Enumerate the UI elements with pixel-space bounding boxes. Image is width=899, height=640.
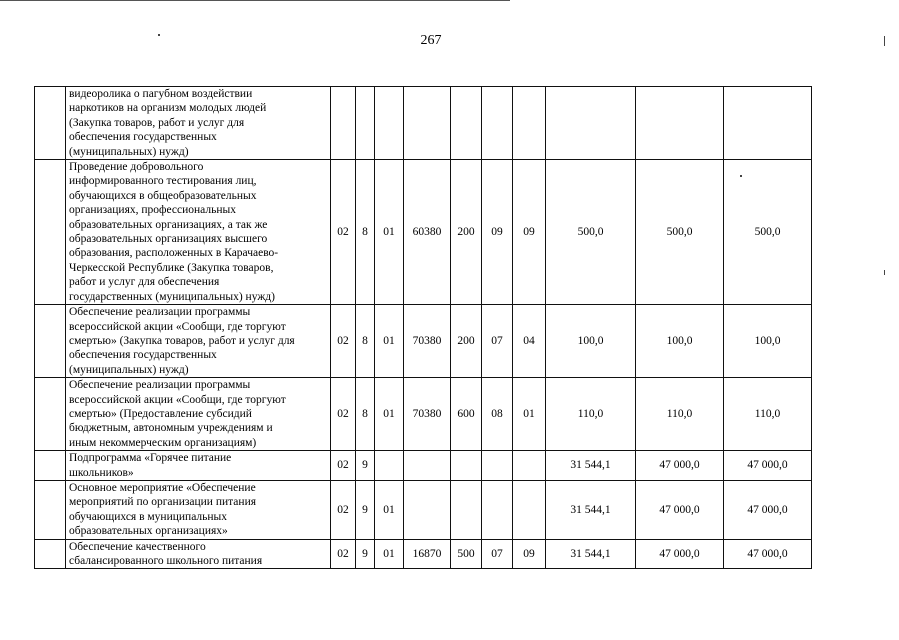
code-expense-type: 200 bbox=[451, 305, 482, 378]
description-line: смертью» (Предоставление субсидий bbox=[69, 407, 252, 420]
amount-year-3: 47 000,0 bbox=[724, 480, 812, 539]
description-line: смертью» (Закупка товаров, работ и услуг для bbox=[69, 334, 295, 347]
amount-year-1: 31 544,1 bbox=[546, 451, 636, 481]
amount-year-2: 47 000,0 bbox=[636, 451, 724, 481]
description-line: (муниципальных) нужд) bbox=[69, 363, 189, 376]
code-expense-type bbox=[451, 480, 482, 539]
table-row bbox=[35, 87, 812, 160]
scan-speck bbox=[158, 34, 160, 36]
code-subsection: 09 bbox=[513, 160, 546, 305]
code-program: 8 bbox=[356, 160, 375, 305]
description-cell bbox=[66, 480, 331, 539]
code-section: 08 bbox=[482, 378, 513, 451]
table-row bbox=[35, 378, 812, 451]
description-line: Основное мероприятие «Обеспечение bbox=[69, 481, 256, 494]
row-number-cell bbox=[35, 378, 66, 451]
description-line: Обеспечение реализации программы bbox=[69, 379, 251, 392]
amount-year-3: 47 000,0 bbox=[724, 539, 812, 569]
description-cell bbox=[66, 378, 331, 451]
code-ministry bbox=[331, 87, 356, 160]
scan-speck bbox=[884, 36, 885, 46]
description-line: всероссийской акции «Сообщи, где торгуют bbox=[69, 393, 286, 406]
amount-year-2: 100,0 bbox=[636, 305, 724, 378]
description-cell bbox=[66, 539, 331, 569]
description-line: наркотиков на организм молодых людей bbox=[69, 102, 267, 115]
amount-year-1: 100,0 bbox=[546, 305, 636, 378]
code-section: 09 bbox=[482, 160, 513, 305]
description-line: (Закупка товаров, работ и услуг для bbox=[69, 116, 245, 129]
description-line: Черкесской Республике (Закупка товаров, bbox=[69, 261, 274, 274]
code-direction bbox=[404, 87, 451, 160]
description-line: (муниципальных) нужд) bbox=[69, 145, 189, 158]
code-subprogram: 01 bbox=[375, 305, 404, 378]
description-line: мероприятий по организации питания bbox=[69, 496, 257, 509]
code-ministry: 02 bbox=[331, 451, 356, 481]
code-subsection: 04 bbox=[513, 305, 546, 378]
description-line: образовательных организациях» bbox=[69, 525, 228, 538]
description-line: обеспечения государственных bbox=[69, 349, 217, 362]
description-line: иным некоммерческим организациям) bbox=[69, 436, 257, 449]
code-program: 9 bbox=[356, 451, 375, 481]
description-cell bbox=[66, 160, 331, 305]
row-number-cell bbox=[35, 539, 66, 569]
amount-year-2: 110,0 bbox=[636, 378, 724, 451]
description-line: обучающихся в общеобразовательных bbox=[69, 189, 257, 202]
code-ministry: 02 bbox=[331, 305, 356, 378]
code-ministry: 02 bbox=[331, 160, 356, 305]
table-row bbox=[35, 451, 812, 481]
description-cell bbox=[66, 305, 331, 378]
code-subsection bbox=[513, 87, 546, 160]
amount-year-2: 500,0 bbox=[636, 160, 724, 305]
code-subprogram bbox=[375, 451, 404, 481]
row-number-cell bbox=[35, 160, 66, 305]
code-section: 07 bbox=[482, 305, 513, 378]
amount-year-3 bbox=[724, 87, 812, 160]
row-number-cell bbox=[35, 480, 66, 539]
amount-year-1: 110,0 bbox=[546, 378, 636, 451]
code-section bbox=[482, 480, 513, 539]
description-line: сбалансированного школьного питания bbox=[69, 555, 263, 567]
description-line: всероссийской акции «Сообщи, где торгуют bbox=[69, 320, 286, 333]
description-line: видеоролика о пагубном воздействии bbox=[69, 88, 253, 100]
description-line: образовательных организациях высшего bbox=[69, 233, 268, 246]
amount-year-3: 110,0 bbox=[724, 378, 812, 451]
table-row bbox=[35, 160, 812, 305]
code-expense-type: 200 bbox=[451, 160, 482, 305]
amount-year-1: 500,0 bbox=[546, 160, 636, 305]
code-ministry: 02 bbox=[331, 480, 356, 539]
amount-year-3: 100,0 bbox=[724, 305, 812, 378]
code-direction: 60380 bbox=[404, 160, 451, 305]
code-section bbox=[482, 451, 513, 481]
code-subprogram: 01 bbox=[375, 160, 404, 305]
description-line: образовательных организациях, а так же bbox=[69, 218, 268, 231]
description-line: информированного тестирования лиц, bbox=[69, 175, 257, 188]
scan-speck bbox=[884, 270, 885, 275]
code-expense-type: 500 bbox=[451, 539, 482, 569]
description-line: работ и услуг для обеспечения bbox=[69, 276, 220, 289]
table-row bbox=[35, 539, 812, 569]
amount-year-2: 47 000,0 bbox=[636, 539, 724, 569]
description-line: государственных (муниципальных) нужд) bbox=[69, 290, 275, 303]
code-expense-type bbox=[451, 451, 482, 481]
description-cell bbox=[66, 87, 331, 160]
table-row bbox=[35, 480, 812, 539]
table-row bbox=[35, 305, 812, 378]
code-subprogram: 01 bbox=[375, 480, 404, 539]
description-cell bbox=[66, 451, 331, 481]
code-section: 07 bbox=[482, 539, 513, 569]
row-number-cell bbox=[35, 305, 66, 378]
amount-year-3: 500,0 bbox=[724, 160, 812, 305]
description-line: школьников» bbox=[69, 466, 134, 479]
code-direction: 16870 bbox=[404, 539, 451, 569]
code-program: 9 bbox=[356, 480, 375, 539]
code-subprogram: 01 bbox=[375, 539, 404, 569]
code-direction bbox=[404, 480, 451, 539]
scan-top-edge-line bbox=[0, 0, 510, 1]
budget-table bbox=[34, 86, 812, 569]
amount-year-2 bbox=[636, 87, 724, 160]
amount-year-1: 31 544,1 bbox=[546, 480, 636, 539]
code-subsection bbox=[513, 480, 546, 539]
code-program: 9 bbox=[356, 539, 375, 569]
code-expense-type bbox=[451, 87, 482, 160]
amount-year-1: 31 544,1 bbox=[546, 539, 636, 569]
description-line: бюджетным, автономным учреждениям и bbox=[69, 422, 273, 435]
code-ministry: 02 bbox=[331, 378, 356, 451]
page-number: 267 bbox=[420, 33, 442, 48]
row-number-cell bbox=[35, 87, 66, 160]
code-program: 8 bbox=[356, 378, 375, 451]
row-number-cell bbox=[35, 451, 66, 481]
code-subprogram bbox=[375, 87, 404, 160]
amount-year-3: 47 000,0 bbox=[724, 451, 812, 481]
description-line: Проведение добровольного bbox=[69, 161, 204, 174]
code-subsection: 09 bbox=[513, 539, 546, 569]
code-subsection: 01 bbox=[513, 378, 546, 451]
code-direction: 70380 bbox=[404, 305, 451, 378]
code-program bbox=[356, 87, 375, 160]
code-subsection bbox=[513, 451, 546, 481]
code-direction: 70380 bbox=[404, 378, 451, 451]
description-line: обеспечения государственных bbox=[69, 131, 217, 144]
code-direction bbox=[404, 451, 451, 481]
code-program: 8 bbox=[356, 305, 375, 378]
description-line: образования, расположенных в Карачаево- bbox=[69, 247, 279, 260]
code-section bbox=[482, 87, 513, 160]
description-line: Обеспечение реализации программы bbox=[69, 306, 251, 319]
amount-year-1 bbox=[546, 87, 636, 160]
description-line: организациях, профессиональных bbox=[69, 204, 236, 217]
amount-year-2: 47 000,0 bbox=[636, 480, 724, 539]
description-line: обучающихся в муниципальных bbox=[69, 510, 228, 523]
description-line: Обеспечение качественного bbox=[69, 540, 206, 553]
code-ministry: 02 bbox=[331, 539, 356, 569]
code-subprogram: 01 bbox=[375, 378, 404, 451]
description-line: Подпрограмма «Горячее питание bbox=[69, 452, 232, 465]
code-expense-type: 600 bbox=[451, 378, 482, 451]
